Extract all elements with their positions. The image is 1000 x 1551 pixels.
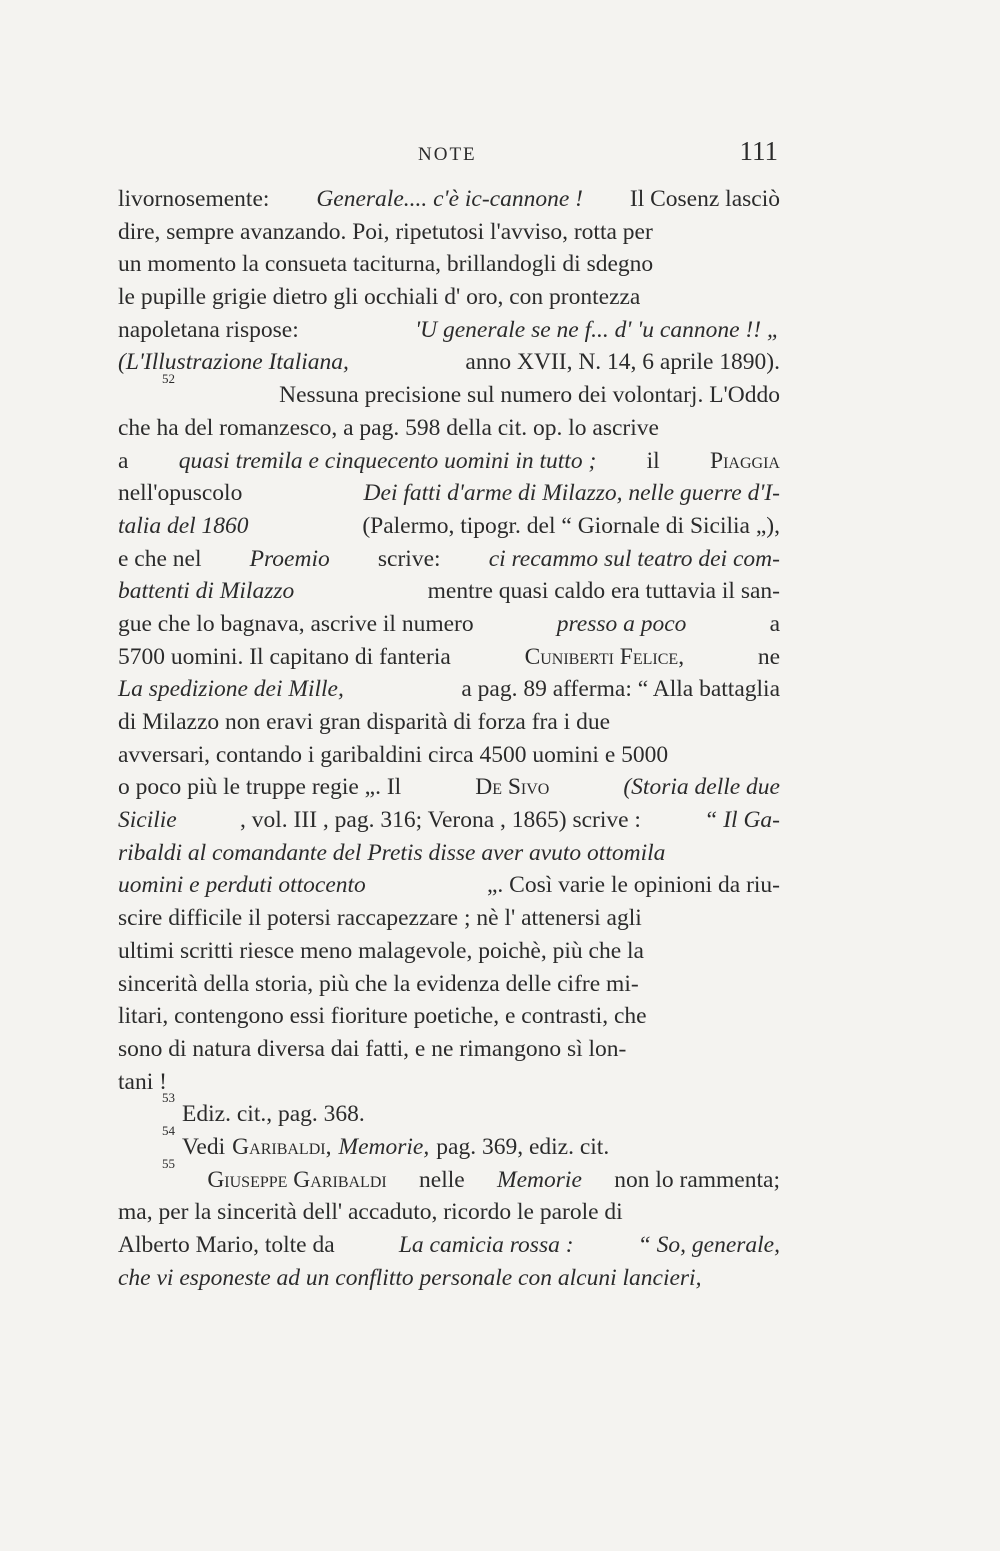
text-segment: dire, sempre avanzando. Poi, ripetutosi l'avviso, rotta per bbox=[118, 218, 653, 245]
text-line bbox=[118, 510, 780, 543]
text-segment: Memorie bbox=[497, 1166, 582, 1193]
note-number: 55 bbox=[162, 1155, 175, 1171]
text-segment: (Palermo, tipogr. del “ Giornale di Sicilia „), bbox=[362, 512, 780, 539]
text-segment: Proemio bbox=[249, 545, 330, 572]
text-line bbox=[118, 314, 780, 347]
text-segment: Nessuna precisione sul numero dei volontarj. L'Oddo bbox=[279, 382, 780, 409]
text-line bbox=[118, 1262, 780, 1295]
text-segment: di Milazzo non eravi gran disparità di forza fra i due bbox=[118, 709, 610, 735]
note-number: 53 bbox=[162, 1090, 175, 1106]
text-segment: ma, per la sincerità dell' accaduto, ricordo le parole di bbox=[118, 1199, 623, 1226]
text-line bbox=[118, 771, 780, 804]
text-segment: e che nel bbox=[118, 545, 202, 572]
text-segment: gue che lo bagnava, ascrive il numero bbox=[118, 610, 474, 637]
text-line bbox=[118, 1090, 780, 1131]
text-segment: “ So, generale, bbox=[637, 1232, 780, 1258]
text-line bbox=[118, 837, 780, 870]
text-segment: Vedi bbox=[182, 1133, 226, 1160]
text-segment: Piaggia bbox=[710, 447, 780, 474]
text-segment: 'U generale se ne f... d' 'u cannone !! „ bbox=[415, 316, 780, 343]
text-segment: Il Cosenz lasciò bbox=[629, 186, 780, 212]
text-line bbox=[118, 1000, 780, 1033]
text-segment: livornosemente: bbox=[118, 186, 270, 212]
text-segment: un momento la consueta taciturna, brillandogli di sdegno bbox=[118, 251, 654, 278]
text-segment: pag. 369, ediz. cit. bbox=[436, 1133, 610, 1160]
text-segment: anno XVII, N. 14, 6 aprile 1890). bbox=[465, 349, 780, 376]
text-line bbox=[118, 608, 780, 641]
text-segment: uomini e perduti ottocento bbox=[118, 872, 366, 899]
text-segment: Memorie, bbox=[338, 1133, 430, 1160]
text-segment: Giuseppe Garibaldi bbox=[207, 1166, 387, 1193]
text-segment: ci recammo sul teatro dei com- bbox=[488, 545, 780, 572]
text-segment: tani ! bbox=[118, 1068, 167, 1095]
text-segment: quasi tremila e cinquecento uomini in tutto ; bbox=[178, 447, 597, 474]
text-line bbox=[118, 935, 780, 968]
text-segment: avversari, contando i garibaldini circa 4500 uomini e 5000 bbox=[118, 741, 669, 768]
text-segment: scrive: bbox=[377, 545, 441, 572]
text-segment: mentre quasi caldo era tuttavia il san- bbox=[427, 578, 780, 605]
text-line bbox=[118, 371, 780, 412]
text-segment: Generale.... c'è ic-cannone ! bbox=[316, 186, 583, 212]
text-line bbox=[118, 477, 780, 510]
text-line bbox=[118, 575, 780, 608]
text-segment: , vol. III , pag. 316; Verona , 1865) scrive : bbox=[240, 807, 641, 834]
text-line bbox=[118, 412, 780, 445]
running-header bbox=[118, 134, 778, 174]
notes-text bbox=[118, 183, 780, 1294]
text-segment: nell'opuscolo bbox=[118, 480, 243, 507]
text-line bbox=[118, 216, 780, 249]
text-segment: (Storia delle due bbox=[623, 774, 780, 801]
text-line bbox=[118, 1196, 780, 1229]
text-segment: nelle bbox=[419, 1166, 465, 1193]
text-segment: a bbox=[769, 610, 780, 637]
text-line bbox=[118, 346, 780, 379]
text-line bbox=[118, 804, 780, 837]
text-segment: 5700 uomini. Il capitano di fanteria bbox=[118, 643, 451, 670]
text-line bbox=[118, 706, 780, 739]
text-line bbox=[118, 902, 780, 935]
text-line bbox=[118, 869, 780, 902]
text-segment: sono di natura diversa dai fatti, e ne rimangono sì lon- bbox=[118, 1035, 627, 1062]
text-line bbox=[118, 968, 780, 1001]
text-segment: Ediz. cit., pag. 368. bbox=[182, 1101, 365, 1128]
text-segment: napoletana rispose: bbox=[118, 316, 299, 343]
text-segment: battenti di Milazzo bbox=[118, 578, 295, 605]
text-segment: ultimi scritti riesce meno malagevole, poichè, più che la bbox=[118, 937, 644, 964]
text-line bbox=[118, 1155, 780, 1197]
text-line bbox=[118, 1122, 780, 1164]
page-number: 111 bbox=[739, 136, 778, 166]
text-segment: a bbox=[118, 447, 129, 474]
text-line bbox=[118, 543, 780, 576]
text-line bbox=[118, 281, 780, 314]
text-segment: “ Il Ga- bbox=[704, 807, 780, 834]
text-segment: Dei fatti d'arme di Milazzo, nelle guerre d'I- bbox=[363, 480, 780, 507]
text-segment: a pag. 89 afferma: “ Alla battaglia bbox=[461, 676, 780, 703]
text-line bbox=[118, 1033, 780, 1066]
note-number: 52 bbox=[162, 371, 175, 387]
text-segment: sincerità della storia, più che la evidenza delle cifre mi- bbox=[118, 970, 639, 997]
text-segment: scire difficile il potersi raccapezzare ; nè l' attenersi agli bbox=[118, 905, 642, 932]
text-segment: „. Così varie le opinioni da riu- bbox=[486, 872, 780, 899]
text-segment: che vi esponeste ad un conflitto personale con alcuni lancieri, bbox=[118, 1264, 702, 1291]
text-segment: Sicilie bbox=[118, 807, 177, 834]
text-segment: ribaldi al comandante del Pretis disse aver avuto ottomila bbox=[118, 839, 666, 866]
note-number: 54 bbox=[162, 1122, 175, 1138]
text-line bbox=[118, 673, 780, 706]
header-title: NOTE bbox=[418, 144, 477, 165]
text-segment: che ha del romanzesco, a pag. 598 della cit. op. lo ascrive bbox=[118, 414, 659, 441]
text-line bbox=[118, 1066, 780, 1099]
text-segment: le pupille grigie dietro gli occhiali d' oro, con prontezza bbox=[118, 284, 641, 311]
text-line bbox=[118, 183, 780, 216]
text-segment: La camicia rossa : bbox=[398, 1232, 574, 1258]
text-segment: Alberto Mario, tolte da bbox=[118, 1232, 335, 1258]
text-line bbox=[118, 248, 780, 281]
text-segment: Garibaldi, bbox=[232, 1133, 332, 1160]
text-segment: ne bbox=[757, 643, 780, 670]
text-segment: La spedizione dei Mille, bbox=[118, 676, 344, 703]
text-segment: litari, contengono essi fioriture poetiche, e contrasti, che bbox=[118, 1003, 647, 1030]
text-line bbox=[118, 739, 780, 772]
text-segment: o poco più le truppe regie „. Il bbox=[118, 774, 402, 801]
text-line bbox=[118, 641, 780, 674]
text-line bbox=[118, 1229, 780, 1262]
text-segment: il bbox=[646, 447, 660, 474]
text-segment: De Sivo bbox=[475, 774, 550, 801]
text-segment: presso a poco bbox=[556, 610, 687, 637]
text-segment: Cuniberti Felice, bbox=[524, 643, 685, 670]
text-segment: talia del 1860 bbox=[118, 512, 249, 539]
text-line bbox=[118, 445, 780, 478]
text-segment: (L'Illustrazione Italiana, bbox=[118, 349, 349, 376]
text-segment: non lo rammenta; bbox=[614, 1166, 780, 1193]
